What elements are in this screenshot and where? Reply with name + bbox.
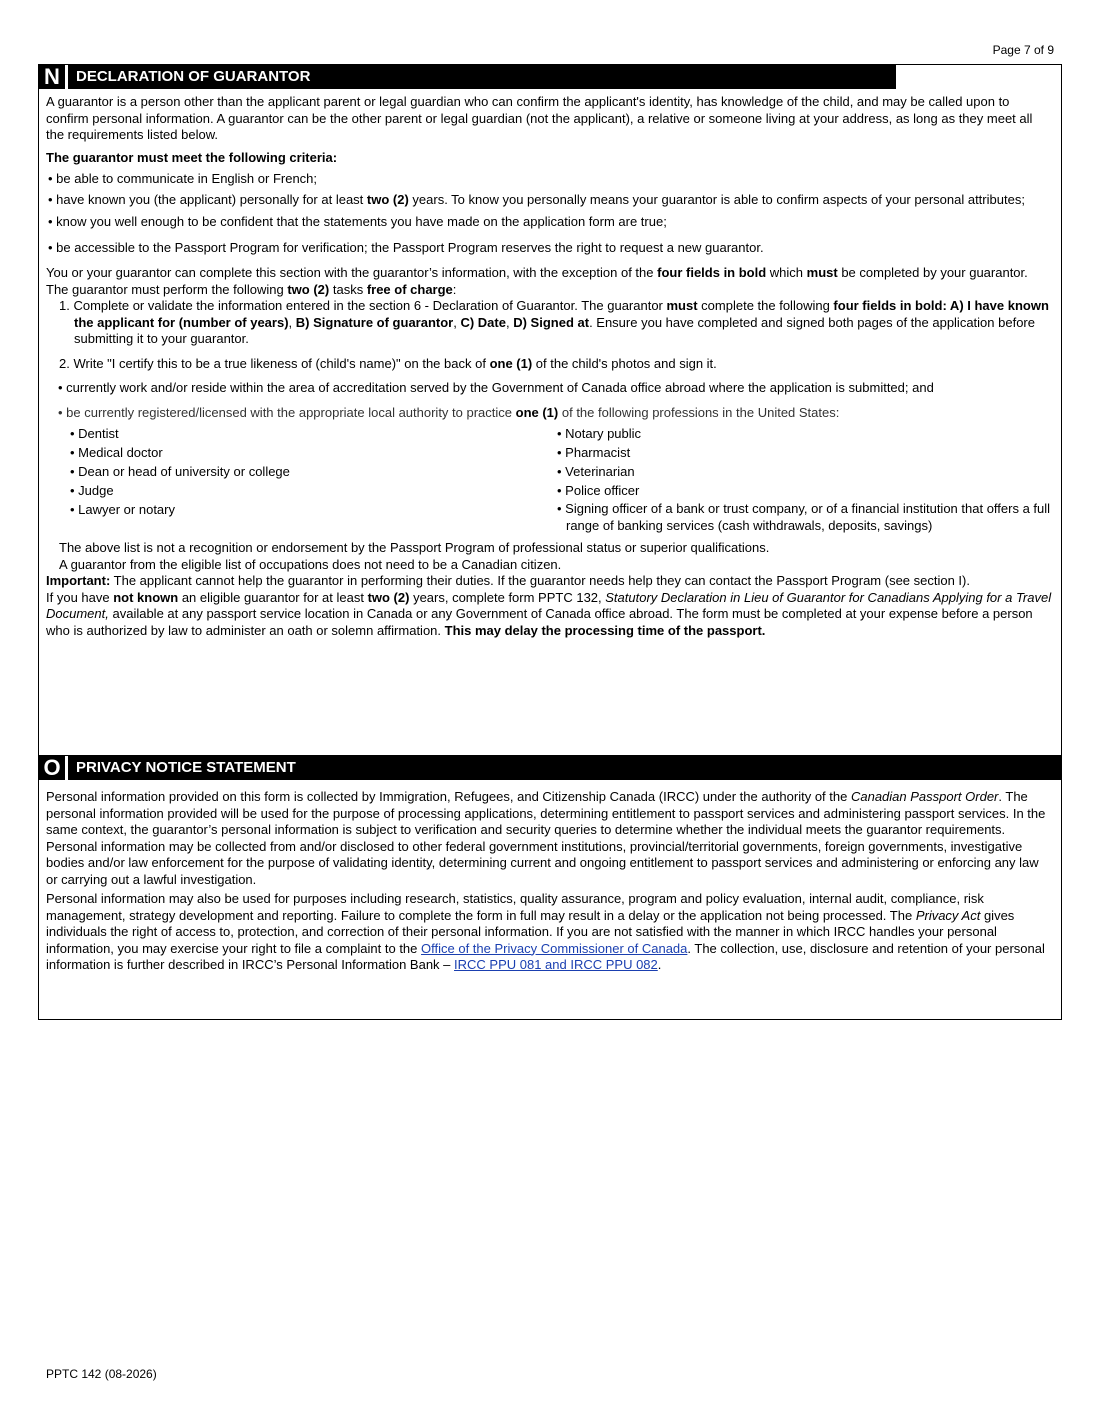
profession-item: • Dentist (70, 426, 119, 441)
criteria-item: • have known you (the applicant) personally for at least two (2) years. To know you personally means your guarantor is able to confirm aspects of your personal attributes; (48, 191, 1025, 207)
profession-item: • Lawyer or notary (70, 502, 175, 517)
personal-info-bank-link[interactable]: IRCC PPU 081 and IRCC PPU 082 (454, 957, 658, 972)
no-guarantor-paragraph: If you have not known an eligible guarantor for at least two (2) years, complete form PPTC 132, Statutory Declaration in Lieu of Guarantor for Canadians Applying for a Travel Document, available at any passport service location in Canada or any Government of Canada office abroad. The form must be completed at your expense before a person who is authorized by law to administer an oath or solemn affirmation. This may delay the processing time of the passport. (46, 589, 1052, 638)
completion-paragraph: You or your guarantor can complete this section with the guarantor’s information, with the exception of the four fields in bold which must be completed by your guarantor. (46, 265, 1028, 280)
requirement-item: • be currently registered/licensed with the appropriate local authority to practice one (1) of the following professions in the United States: (58, 404, 840, 420)
requirement-item: • currently work and/or reside within the area of accreditation served by the Government of Canada office abroad where the application is submitted; and (58, 380, 934, 395)
professions-list (46, 424, 1053, 534)
criteria-item: • be able to communicate in English or French; (48, 171, 318, 186)
section-o-privacy-notice (38, 756, 1062, 1020)
profession-item: • Medical doctor (70, 445, 163, 460)
task-2: 2. Write "I certify this to be a true likeness of (child's name)" on the back of one (1) of the child's photos and sign it. (59, 355, 717, 371)
section-o-header (39, 756, 1061, 780)
profession-item: • Dean or head of university or college (70, 464, 290, 479)
page-number: Page 7 of 9 (992, 43, 1054, 57)
important-note: Important: The applicant cannot help the guarantor in performing their duties. If the guarantor needs help they can contact the Passport Program (see section I). (46, 573, 970, 588)
privacy-paragraph-2: Personal information may also be used for purposes including research, statistics, quality assurance, program and policy evaluation, internal audit, compliance, risk management, strategy development and reporting. Failure to complete the form in full may result in a delay or the application not being processed. The Privacy Act gives individuals the right of access to, protection, and correction of their personal information. If you are not satisfied with the manner in which IRCC handles your personal information, you may exercise your right to file a complaint to the Office of the Privacy Commissioner of Canada. The collection, use, disclosure and retention of your personal information is further described in IRCC’s Personal Information Bank – IRCC PPU 081 and IRCC PPU 082. (46, 891, 1045, 972)
criteria-item: • be accessible to the Passport Program for verification; the Passport Program reserves the right to request a new guarantor. (48, 239, 764, 255)
privacy-paragraph-1: Personal information provided on this form is collected by Immigration, Refugees, and Citizenship Canada (IRCC) under the authority of the Canadian Passport Order. The personal information provided will be used for the purpose of processing applications, determining entitlement to passport services and administering passport services. In the same context, the guarantor’s personal information is subject to verification and security queries to determine whether the individual meets the guarantor requirements. Personal information may be collected from and/or disclosed to other federal government institutions, provincial/territorial governments, foreign governments, investigative bodies and/or law enforcement for the purpose of validating identity, determining current and ongoing entitlement to passport services and administering or enforcing any law or carrying out a lawful investigation. (46, 789, 1046, 887)
list-note: The above list is not a recognition or endorsement by the Passport Program of professional status or superior qualifications. (59, 540, 770, 555)
tasks-paragraph: The guarantor must perform the following two (2) tasks free of charge: (46, 281, 457, 297)
privacy-commissioner-link[interactable]: Office of the Privacy Commissioner of Canada (421, 940, 688, 956)
profession-item: • Pharmacist (557, 445, 631, 460)
form-number-footer: PPTC 142 (08-2026) (46, 1367, 157, 1381)
profession-item: • Judge (70, 483, 114, 498)
profession-item: • Veterinarian (557, 464, 635, 479)
section-n-header (39, 65, 1061, 89)
criteria-item: • know you well enough to be confident that the statements you have made on the application form are true; (48, 214, 667, 229)
section-o-title: PRIVACY NOTICE STATEMENT (68, 756, 1061, 780)
profession-item: • Police officer (557, 483, 640, 498)
citizenship-note: A guarantor from the eligible list of occupations does not need to be a Canadian citizen. (59, 556, 562, 572)
criteria-heading: The guarantor must meet the following criteria: (46, 149, 338, 165)
task-1: 1. Complete or validate the information entered in the section 6 - Declaration of Guarantor. The guarantor must complete the following four fields in bold: A) I have known the applicant for (number of years), B) Signature of guarantor, C) Date, D) Signed at. Ensure you have completed and signed both pages of the application before submitting it to your guarantor. (59, 298, 1049, 346)
profession-item: • Notary public (557, 426, 642, 441)
section-n-title: DECLARATION OF GUARANTOR (68, 65, 896, 89)
intro-paragraph: A guarantor is a person other than the applicant parent or legal guardian who can confirm the applicant's identity, has knowledge of the child, and may be called upon to confirm personal information. A guarantor can be the other parent or legal guardian (not the applicant), a relative or someone living at your address, as long as they meet all the requirements listed below. (46, 94, 1033, 142)
profession-item: • Signing officer of a bank or trust company, or of a financial institution that offers a full range of banking services (cash withdrawals, deposits, savings) (557, 501, 1051, 533)
section-n-declaration-of-guarantor (38, 64, 1062, 756)
section-n-letter: N (39, 65, 65, 89)
section-o-letter: O (39, 756, 65, 780)
